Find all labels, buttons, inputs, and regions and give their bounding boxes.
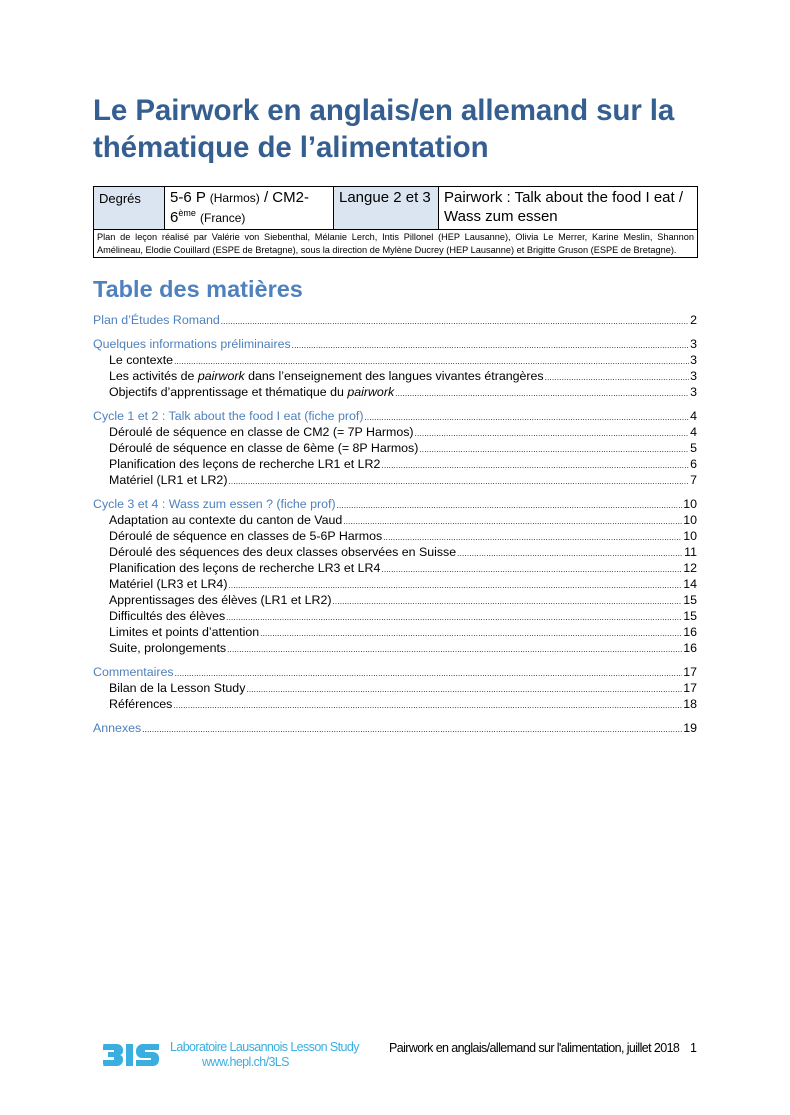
toc-entry-label: Cycle 3 et 4 : Wass zum essen ? (fiche prof) xyxy=(93,497,336,511)
toc-section-entry[interactable] xyxy=(93,720,697,736)
degres-harmos: (Harmos) xyxy=(209,191,260,205)
toc-dot-leader xyxy=(337,498,683,514)
toc-subsection-entry[interactable] xyxy=(93,592,697,608)
toc-page-number: 11 xyxy=(684,545,697,559)
degres-label-cell xyxy=(94,187,165,230)
langue-label-cell xyxy=(334,187,439,230)
toc-page-number: 19 xyxy=(683,721,697,735)
toc-subsection-entry[interactable] xyxy=(93,368,697,384)
footer-doc-caption: Pairwork en anglais/allemand sur l'alimentation, juillet 2018 xyxy=(389,1041,680,1055)
toc-page-number: 18 xyxy=(683,697,697,711)
toc-page-number: 3 xyxy=(690,353,697,367)
toc-subsection-entry[interactable] xyxy=(93,384,697,400)
toc-entry-label-pre: Les activités de xyxy=(109,369,198,383)
toc-subsection-entry[interactable] xyxy=(93,560,697,576)
toc-section-entry[interactable] xyxy=(93,312,697,328)
toc-dot-leader xyxy=(415,426,690,442)
toc-entry-label: Annexes xyxy=(93,721,142,735)
toc-entry-label: Déroulé de séquence en classe de 6ème (= 8P Harmos) xyxy=(109,441,419,455)
toc-page-number: 10 xyxy=(683,497,697,511)
toc-subsection-entry[interactable] xyxy=(93,456,697,472)
toc-dot-leader xyxy=(419,442,689,458)
toc-entry-label: Références xyxy=(109,697,173,711)
toc-page-number: 3 xyxy=(690,385,697,399)
document-title: Le Pairwork en anglais/en allemand sur la thématique de l’alimentation xyxy=(93,94,675,164)
toc-entry-label xyxy=(109,368,544,384)
toc-subsection-entry[interactable] xyxy=(93,696,697,712)
toc-page-number: 16 xyxy=(683,625,697,639)
toc-entry-label: Suite, prolongements xyxy=(109,641,227,655)
toc-heading: Table des matières xyxy=(93,276,303,302)
toc-dot-leader xyxy=(457,546,683,562)
toc-subsection-entry[interactable] xyxy=(93,624,697,640)
toc-dot-leader xyxy=(545,370,689,386)
toc-section-entry[interactable] xyxy=(93,408,697,424)
toc-entry-label-pre: Objectifs d’apprentissage et thématique du xyxy=(109,385,348,399)
toc-page-number: 4 xyxy=(690,425,697,439)
pairwork-value-cell xyxy=(439,187,698,230)
toc-entry-label: Déroulé des séquences des deux classes observées en Suisse xyxy=(109,545,457,559)
toc-entry-label: Adaptation au contexte du canton de Vaud xyxy=(109,513,343,527)
toc-entry-label: Planification des leçons de recherche LR3 et LR4 xyxy=(109,561,381,575)
toc-dot-leader xyxy=(227,642,682,658)
3ls-logo-icon xyxy=(101,1040,163,1070)
langue-label: Langue 2 et 3 xyxy=(339,189,431,206)
info-header-row xyxy=(94,187,698,230)
toc-dot-leader xyxy=(343,514,682,530)
toc-subsection-entry[interactable] xyxy=(93,640,697,656)
degres-cm2: / CM2- xyxy=(263,189,309,206)
toc-entry-label-emphasis: pairwork xyxy=(347,385,395,399)
toc-entry-label: Déroulé de séquence en classe de CM2 (= 7P Harmos) xyxy=(109,425,414,439)
degres-main: 5-6 P xyxy=(170,189,206,206)
toc-dot-leader xyxy=(292,338,689,354)
toc-subsection-entry[interactable] xyxy=(93,544,697,560)
credits-text: Plan de leçon réalisé par Valérie von Siebenthal, Mélanie Lerch, Intis Pillonel (HEP Lausanne), Olivia Le Merrer, Karine Meslin, Shannon Amélineau, Elodie Couillard (ESPE de Bretagne), sous la direction de Mylène Ducrey (HEP Lausanne) et Brigitte Gruson (ESPE de Bretagne). xyxy=(97,232,694,255)
toc-page-number: 15 xyxy=(683,609,697,623)
degres-france: (France) xyxy=(200,211,246,225)
toc-entry-label: Quelques informations préliminaires xyxy=(93,337,291,351)
toc-dot-leader xyxy=(395,386,689,402)
info-credits-row xyxy=(94,230,698,258)
toc-dot-leader xyxy=(260,626,682,642)
toc-dot-leader xyxy=(246,682,682,698)
toc-subsection-entry[interactable] xyxy=(93,352,697,368)
toc-page-number: 12 xyxy=(683,561,697,575)
toc-subsection-entry[interactable] xyxy=(93,440,697,456)
footer-page-number: 1 xyxy=(690,1041,697,1055)
toc-entry-label: Planification des leçons de recherche LR1 et LR2 xyxy=(109,457,381,471)
toc-page-number: 4 xyxy=(690,409,697,423)
footer-lab-name: Laboratoire Lausannois Lesson Study xyxy=(170,1040,359,1054)
toc-page-number: 3 xyxy=(690,337,697,351)
toc-entry-label: Matériel (LR1 et LR2) xyxy=(109,473,228,487)
toc-dot-leader xyxy=(381,458,689,474)
toc-subsection-entry[interactable] xyxy=(93,608,697,624)
degres-label: Degrés xyxy=(99,191,141,206)
toc-subsection-entry[interactable] xyxy=(93,680,697,696)
footer-url-link[interactable]: www.hepl.ch/3LS xyxy=(202,1055,289,1069)
toc-section-entry[interactable] xyxy=(93,664,697,680)
degres-value-cell xyxy=(165,187,334,230)
toc-subsection-entry[interactable] xyxy=(93,424,697,440)
toc-subsection-entry[interactable] xyxy=(93,512,697,528)
toc-dot-leader xyxy=(221,314,689,330)
toc-page-number: 10 xyxy=(683,513,697,527)
lesson-info-table xyxy=(93,186,698,258)
toc-page-number: 17 xyxy=(683,681,697,695)
toc-page-number: 10 xyxy=(683,529,697,543)
toc-entry-label: Matériel (LR3 et LR4) xyxy=(109,577,228,591)
toc-page-number: 3 xyxy=(690,369,697,383)
toc-dot-leader xyxy=(175,666,683,682)
toc-section-entry[interactable] xyxy=(93,336,697,352)
toc-dot-leader xyxy=(142,722,682,738)
toc-dot-leader xyxy=(381,562,682,578)
toc-entry-label: Commentaires xyxy=(93,665,174,679)
toc-page-number: 15 xyxy=(683,593,697,607)
pairwork-value: Pairwork : Talk about the food I eat / Wass zum essen xyxy=(444,189,684,225)
credits-cell xyxy=(94,230,698,258)
toc-entry-label: Le contexte xyxy=(109,353,174,367)
toc-entry-label: Cycle 1 et 2 : Talk about the food I eat (fiche prof) xyxy=(93,409,364,423)
toc-page-number: 2 xyxy=(690,313,697,327)
toc-entry-label: Plan d’Études Romand xyxy=(93,313,220,327)
toc-dot-leader xyxy=(228,474,689,490)
toc-entry-label xyxy=(109,384,394,400)
toc-page-number: 5 xyxy=(690,441,697,455)
degres-sup: ème xyxy=(178,208,196,218)
toc-entry-label-emphasis: pairwork xyxy=(197,369,245,383)
toc-entry-label: Difficultés des élèves xyxy=(109,609,226,623)
toc-entry-label: Limites et points d’attention xyxy=(109,625,260,639)
toc-page-number: 6 xyxy=(690,457,697,471)
toc-entry-label: Apprentissages des élèves (LR1 et LR2) xyxy=(109,593,332,607)
toc-entry-label: Déroulé de séquence en classes de 5-6P Harmos xyxy=(109,529,383,543)
toc-page-number: 16 xyxy=(683,641,697,655)
toc-dot-leader xyxy=(226,610,682,626)
toc-page-number: 7 xyxy=(690,473,697,487)
toc-page-number: 14 xyxy=(683,577,697,591)
toc-dot-leader xyxy=(173,698,682,714)
toc-entry-label-post: dans l’enseignement des langues vivantes étrangères xyxy=(244,369,544,383)
table-of-contents xyxy=(93,312,697,736)
toc-page-number: 17 xyxy=(683,665,697,679)
toc-section-entry[interactable] xyxy=(93,496,697,512)
toc-subsection-entry[interactable] xyxy=(93,472,697,488)
toc-subsection-entry[interactable] xyxy=(93,528,697,544)
toc-dot-leader xyxy=(332,594,682,610)
toc-subsection-entry[interactable] xyxy=(93,576,697,592)
degres-num: 6 xyxy=(170,209,179,226)
toc-entry-label: Bilan de la Lesson Study xyxy=(109,681,246,695)
